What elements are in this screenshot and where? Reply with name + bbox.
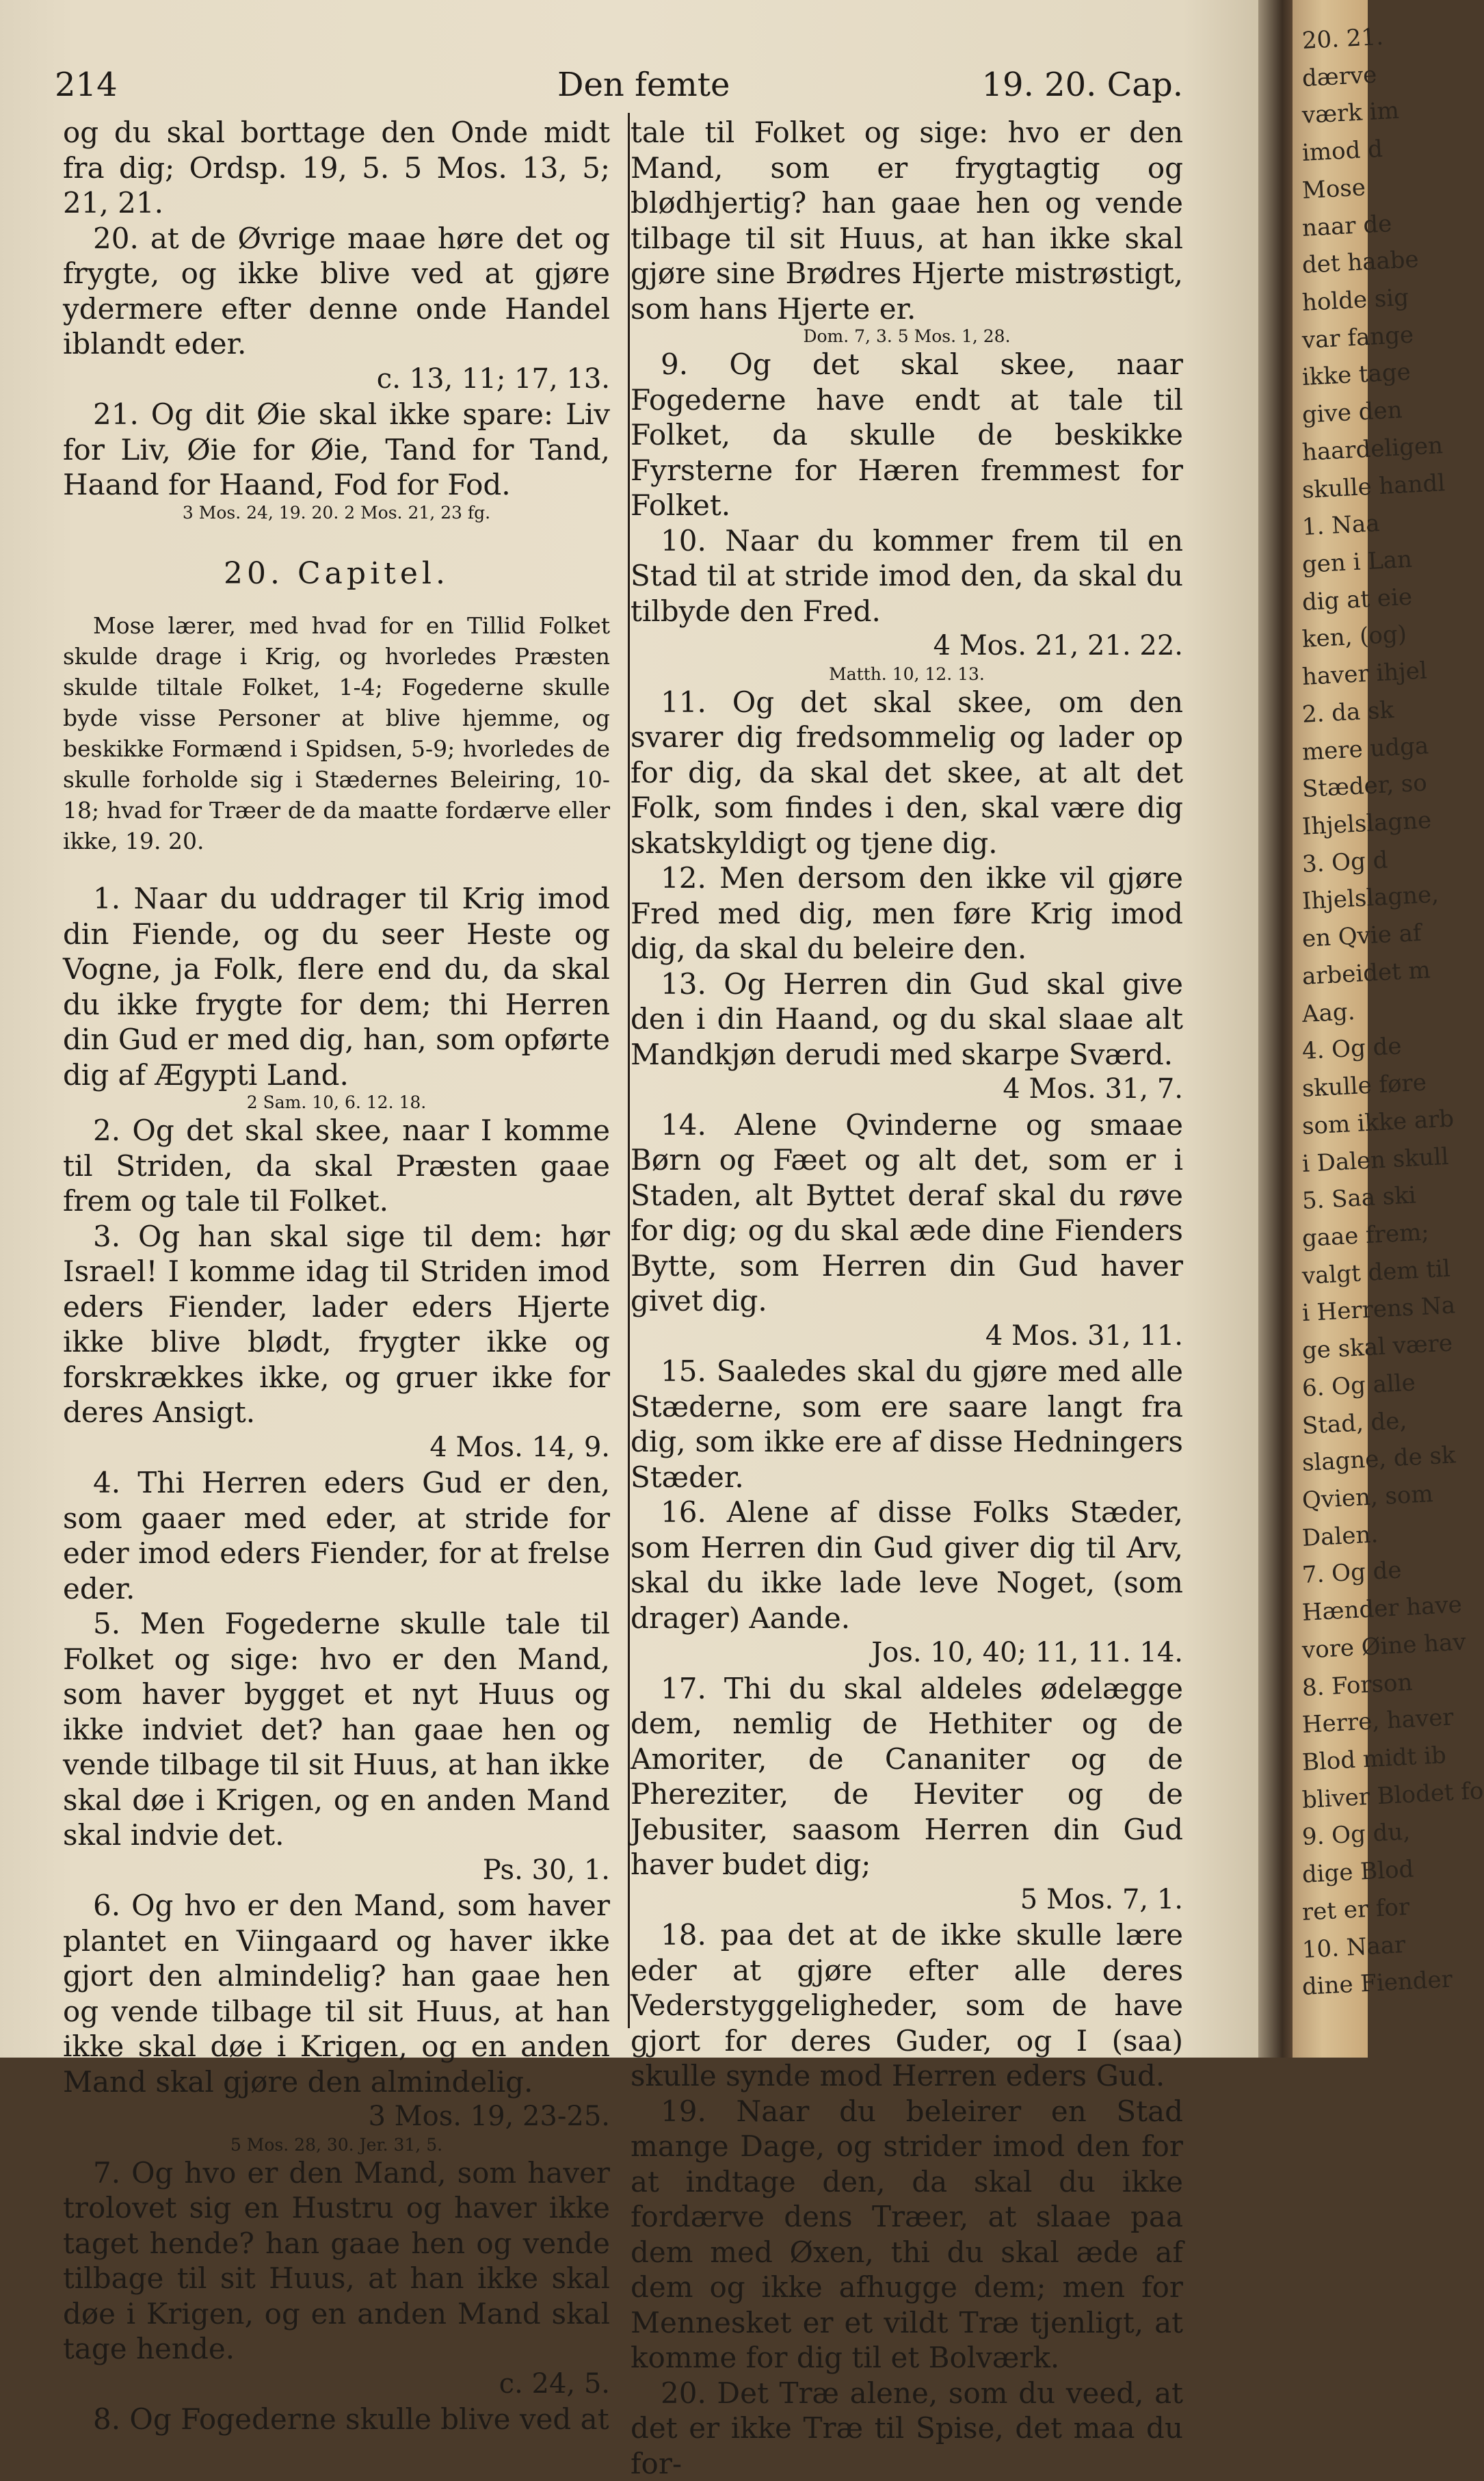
column-divider bbox=[628, 113, 630, 2028]
verse-20-3: 3. Og han skal sige til dem: hør Israel! I komme idag til Striden imod eders Fiender, lader eders Hjerte ikke blive blødt, frygter ikke og forskrækkes ikke, og gruer ikke for deres Ansigt. bbox=[63, 1219, 610, 1430]
chapter-title: 20. Capitel. bbox=[63, 556, 610, 592]
facing-page-fragment: 1. Naa bbox=[1301, 510, 1380, 541]
facing-page-edge bbox=[1293, 0, 1368, 2058]
facing-page-fragment: Stæder, so bbox=[1301, 770, 1428, 804]
facing-page-fragment: naar de bbox=[1301, 210, 1392, 242]
cross-reference: Matth. 10, 12. 13. bbox=[631, 664, 1183, 685]
verse-20-15: 15. Saaledes skal du gjøre med alle Stæderne, som ere saare langt fra dig, som ikke ere af disse Hedningers Stæder. bbox=[631, 1354, 1183, 1495]
verse-reference: 3 Mos. 19, 23-25. bbox=[63, 2099, 610, 2135]
verse-20-10: 10. Naar du kommer frem til en Stad til at stride imod den, da skal du tilbyde den Fred. bbox=[631, 523, 1183, 629]
facing-page-fragment: skulle handl bbox=[1301, 469, 1446, 504]
facing-page-fragment: mere udga bbox=[1301, 732, 1429, 766]
verse-19-21: 21. Og dit Øie skal ikke spare: Liv for Liv, Øie for Øie, Tand for Tand, Haand for Haand, Fod for Fod. bbox=[63, 397, 610, 503]
facing-page-fragment: i Dalen skull bbox=[1301, 1142, 1449, 1177]
book-gutter bbox=[1258, 0, 1293, 2058]
facing-page-fragment: gen i Lan bbox=[1301, 546, 1413, 579]
verse-20-5: 5. Men Fogederne skulle tale til Folket og sige: hvo er den Mand, som haver bygget et nyt Huus og ikke indviet det? han gaae hen og vende tilbage til sit Huus, at han ikke skal døe i Krigen, og en anden Mand skal indvie det. bbox=[63, 1606, 610, 1853]
facing-page-fragment: imod d bbox=[1301, 135, 1383, 167]
verse-19-20: 20. at de Øvrige maae høre det og frygte, og ikke blive ved at gjøre ydermere efter denne onde Handel iblandt eder. bbox=[63, 221, 610, 362]
chapter-summary: Mose lærer, med hvad for en Tillid Folket skulde drage i Krig, og hvorledes Præsten skulde tiltale Folket, 1-4; Fogederne skulle byde visse Personer at blive hjemme, og beskikke Formænd i Spidsen, 5-9; hvorledes de skulle forholde sig i Stædernes Beleiring, 10-18; hvad for Træer de da maatte fordærve eller ikke, 19. 20. bbox=[63, 610, 610, 856]
verse-20-2: 2. Og det skal skee, naar I komme til Striden, da skal Præsten gaae frem og tale til Folket. bbox=[63, 1113, 610, 1219]
facing-page-fragment: Ihjelslagne bbox=[1301, 806, 1432, 841]
facing-page-fragment: vore Øine hav bbox=[1301, 1628, 1467, 1664]
facing-page-fragment: dige Blod bbox=[1301, 1856, 1414, 1889]
facing-page-fragment: en Qvie af bbox=[1301, 919, 1422, 953]
facing-page-fragment: Ihjelslagne, bbox=[1301, 881, 1440, 915]
facing-page-fragment: haardeligen bbox=[1301, 432, 1444, 467]
verse-continuation: og du skal borttage den Onde midt fra dig; Ordsp. 19, 5. 5 Mos. 13, 5; 21, 21. bbox=[63, 115, 610, 221]
verse-20-18: 18. paa det at de ikke skulle lære eder at gjøre efter alle deres Vederstyggeligheder, som de have gjort for deres Guder, og I (saa) skulle synde mod Herren eders Gud. bbox=[631, 1917, 1183, 2094]
facing-page-fragment: arbeidet m bbox=[1301, 956, 1431, 990]
facing-page-fragment: 4. Og de bbox=[1301, 1033, 1402, 1066]
cross-reference: 2 Sam. 10, 6. 12. 18. bbox=[63, 1092, 610, 1113]
verse-reference: c. 13, 11; 17, 13. bbox=[63, 362, 610, 397]
facing-page-fragment: 6. Og alle bbox=[1301, 1369, 1416, 1402]
verse-20-8-continued: tale til Folket og sige: hvo er den Mand, som er frygtagtig og blødhjertig? han gaae hen og vende tilbage til sit Huus, at han ikke skal gjøre sine Brødres Hjerte mistrøstigt, som hans Hjerte er. bbox=[631, 115, 1183, 326]
facing-page-fragment: 9. Og du, bbox=[1301, 1818, 1411, 1851]
verse-reference: Jos. 10, 40; 11, 11. 14. bbox=[631, 1636, 1183, 1671]
facing-page-fragment: 5. Saa ski bbox=[1301, 1182, 1417, 1216]
verse-20-7: 7. Og hvo er den Mand, som haver trolovet sig en Hustru og haver ikke taget hende? han gaae hen og vende tilbage til sit Huus, at han ikke skal døe i Krigen, og en anden Mand skal tage hende. bbox=[63, 2155, 610, 2367]
facing-page-fragment: Qvien, som bbox=[1301, 1480, 1434, 1514]
verse-20-1: 1. Naar du uddrager til Krig imod din Fiende, og du seer Heste og Vogne, ja Folk, flere end du, da skal du ikke frygte for dem; thi Herren din Gud er med dig, han, som opførte dig af Ægypti Land. bbox=[63, 881, 610, 1092]
facing-page-fragment: slagne, de sk bbox=[1301, 1441, 1457, 1477]
cross-reference: 3 Mos. 24, 19. 20. 2 Mos. 21, 23 fg. bbox=[63, 503, 610, 523]
verse-20-6: 6. Og hvo er den Mand, som haver plantet en Viingaard og haver ikke gjort den almindelig? han gaae hen og vende tilbage til sit Huus, at han ikke skal døe i Krigen, og en anden Mand skal gjøre den almindelig. bbox=[63, 1888, 610, 2099]
chapter-reference: 19. 20. Cap. bbox=[981, 66, 1183, 104]
cross-reference: 5 Mos. 28, 30. Jer. 31, 5. bbox=[63, 2135, 610, 2155]
facing-page-fragment: holde sig bbox=[1301, 284, 1409, 317]
page-header bbox=[55, 66, 1183, 107]
verse-20-13: 13. Og Herren din Gud skal give den i din Haand, og du skal slaae alt Mandkjøn derudi med skarpe Sværd. bbox=[631, 967, 1183, 1073]
facing-page-fragment: Stad, de, bbox=[1301, 1407, 1407, 1440]
facing-page-fragment: Aag. bbox=[1301, 998, 1355, 1028]
facing-page-fragment: give den bbox=[1301, 397, 1403, 430]
facing-page-fragment: værk im bbox=[1301, 97, 1400, 129]
verse-reference: 4 Mos. 31, 7. bbox=[631, 1072, 1183, 1107]
facing-page-fragment: 2. da sk bbox=[1301, 696, 1394, 728]
verse-20-14: 14. Alene Qvinderne og smaae Børn og Fæet og alt det, som er i Staden, alt Byttet deraf skal du røve for dig; og du skal æde dine Fienders Bytte, som Herren din Gud haver givet dig. bbox=[631, 1107, 1183, 1319]
facing-page-fragment: det haabe bbox=[1301, 246, 1420, 279]
facing-page-fragment: som ikke arb bbox=[1301, 1105, 1455, 1140]
facing-page-fragment: dærve bbox=[1301, 61, 1377, 92]
verse-reference: Ps. 30, 1. bbox=[63, 1853, 610, 1889]
verse-reference: c. 24, 5. bbox=[63, 2367, 610, 2402]
verse-20-19: 19. Naar du beleirer en Stad mange Dage, og strider imod den for at indtage den, da skal du ikke fordærve dens Træer, at slaae paa dem med Øxen, thi du skal æde af dem og ikke afhugge dem; men for Mennesket er et vildt Træ tjenligt, at komme for dig til et Bolværk. bbox=[631, 2094, 1183, 2376]
cross-reference: Dom. 7, 3. 5 Mos. 1, 28. bbox=[631, 326, 1183, 347]
verse-20-8-start: 8. Og Fogederne skulle blive ved at bbox=[63, 2402, 610, 2437]
facing-page-fragment: 20. 21. bbox=[1301, 23, 1384, 55]
facing-page-fragment: Mose bbox=[1301, 174, 1366, 205]
facing-page-fragment: ken, (og) bbox=[1301, 620, 1407, 653]
facing-page-fragment: Dalen. bbox=[1301, 1521, 1379, 1552]
facing-page-fragment: skulle føre bbox=[1301, 1069, 1427, 1103]
facing-page-fragment: valgt dem til bbox=[1301, 1255, 1451, 1289]
facing-page-fragment: ikke tage bbox=[1301, 358, 1412, 391]
verse-20-20-start: 20. Det Træ alene, som du veed, at det er ikke Træ til Spise, det maa du for- bbox=[631, 2376, 1183, 2481]
verse-reference: 4 Mos. 14, 9. bbox=[63, 1430, 610, 1466]
verse-20-12: 12. Men dersom den ikke vil gjøre Fred med dig, men føre Krig imod dig, da skal du beleire den. bbox=[631, 861, 1183, 967]
facing-page-fragment: gaae frem; bbox=[1301, 1218, 1430, 1252]
facing-page-fragment: Blod midt ib bbox=[1301, 1742, 1447, 1776]
facing-page-fragment: i Herrens Na bbox=[1301, 1292, 1456, 1328]
facing-page-fragment: ge skal være bbox=[1301, 1330, 1453, 1365]
facing-page-fragment: haver ihjel bbox=[1301, 657, 1428, 692]
verse-reference: 5 Mos. 7, 1. bbox=[631, 1882, 1183, 1918]
left-column bbox=[63, 115, 610, 2437]
verse-20-17: 17. Thi du skal aldeles ødelægge dem, nemlig de Hethiter og de Amoriter, de Cananiter og de Phereziter, de Heviter og de Jebusiter, saasom Herren din Gud haver budet dig; bbox=[631, 1671, 1183, 1882]
facing-page-fragment: 8. Forson bbox=[1301, 1668, 1413, 1701]
facing-page-fragment: Hænder have bbox=[1301, 1591, 1463, 1627]
facing-page-fragment: dig at eie bbox=[1301, 583, 1413, 616]
verse-reference: 4 Mos. 21, 21. 22. bbox=[631, 629, 1183, 664]
facing-page-fragment: 10. Naar bbox=[1301, 1931, 1406, 1964]
running-title: Den femte bbox=[557, 66, 730, 104]
verse-20-9: 9. Og det skal skee, naar Fogederne have endt at tale til Folket, da skulle de beskikke Fyrsterne for Hæren fremmest for Folket. bbox=[631, 347, 1183, 523]
facing-page-fragment: dine Fiender bbox=[1301, 1966, 1453, 2001]
facing-page-fragment: 3. Og d bbox=[1301, 846, 1388, 878]
facing-page-fragment: bliver Blodet fo bbox=[1301, 1777, 1484, 1814]
facing-page-fragment: Herre, haver bbox=[1301, 1704, 1455, 1740]
facing-page-fragment: 7. Og de bbox=[1301, 1557, 1402, 1590]
page-number: 214 bbox=[55, 66, 118, 104]
facing-page-fragment: ret er for bbox=[1301, 1893, 1410, 1926]
verse-20-11: 11. Og det skal skee, om den svarer dig fredsommelig og lader op for dig, da skal det skee, at alt det Folk, som findes i den, skal være dig skatskyldigt og tjene dig. bbox=[631, 685, 1183, 861]
right-column bbox=[631, 115, 1183, 2481]
facing-page-fragment: var fange bbox=[1301, 321, 1414, 354]
verse-20-4: 4. Thi Herren eders Gud er den, som gaaer med eder, at stride for eder imod eders Fiender, for at frelse eder. bbox=[63, 1465, 610, 1606]
verse-reference: 4 Mos. 31, 11. bbox=[631, 1319, 1183, 1354]
verse-20-16: 16. Alene af disse Folks Stæder, som Herren din Gud giver dig til Arv, skal du ikke lade leve Noget, (som drager) Aande. bbox=[631, 1495, 1183, 1636]
